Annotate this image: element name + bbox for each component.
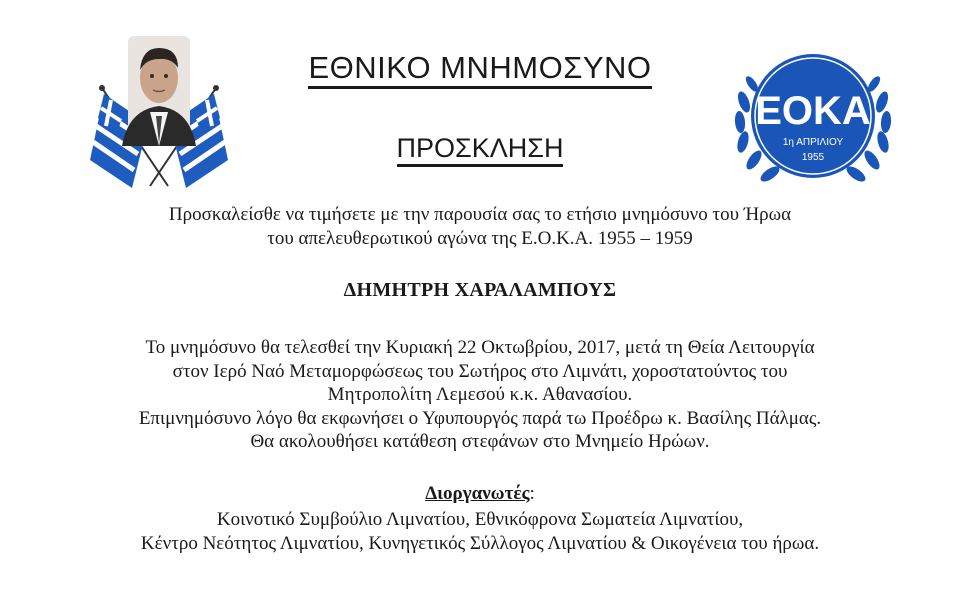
intro-line: του απελευθερωτικού αγώνα της Ε.Ο.Κ.Α. 1955 – 1959 — [267, 228, 693, 249]
organizers-label: Διοργανωτές: — [425, 483, 535, 504]
organizers-list — [0, 508, 960, 556]
invitation-heading: ΠΡΟΣΚΛΗΣΗ — [0, 133, 960, 164]
details-line: Θα ακολουθήσει κατάθεση στεφάνων στο Μνημείο Ηρώων. — [250, 431, 710, 452]
logo-text: ΕΟΚΑ — [755, 89, 871, 133]
hero-name: ΔΗΜΗΤΡΗ ΧΑΡΑΛΑΜΠΟΥΣ — [343, 279, 617, 301]
logo-date: 1η ΑΠΡΙΛΙΟΥ — [782, 137, 844, 148]
page-title: ΕΘΝΙΚΟ ΜΝΗΜΟΣΥΝΟ — [0, 50, 960, 86]
intro-paragraph — [0, 203, 960, 251]
organizers-line: Κέντρο Νεότητος Λιμνατίου, Κυνηγετικός Σύλλογος Λιμνατίου & Οικογένεια του ήρωα. — [140, 533, 820, 554]
details-line: Το μνημόσυνο θα τελεσθεί την Κυριακή 22 Οκτωβρίου, 2017, μετά τη Θεία Λειτουργία — [145, 337, 815, 358]
organizers-line: Κοινοτικό Συμβούλιο Λιμνατίου, Εθνικόφρονα Σωματεία Λιμνατίου, — [216, 509, 744, 530]
logo-year: 1955 — [801, 152, 825, 163]
intro-line: Προσκαλείσθε να τιμήσετε με την παρουσία σας το ετήσιο μνημόσυνο του Ήρωα — [168, 204, 792, 225]
ceremony-details — [0, 336, 960, 454]
details-line: στον Ιερό Ναό Μεταμορφώσεως του Σωτήρος στο Λιμνάτι, χοροστατούντος του — [172, 360, 788, 382]
details-line: Επιμνημόσυνο λόγο θα εκφωνήσει ο Υφυπουργός παρά τω Προέδρω κ. Βασίλης Πάλμας. — [138, 407, 822, 429]
details-line: Μητροπολίτη Λεμεσού κ.κ. Αθανασίου. — [327, 384, 633, 405]
